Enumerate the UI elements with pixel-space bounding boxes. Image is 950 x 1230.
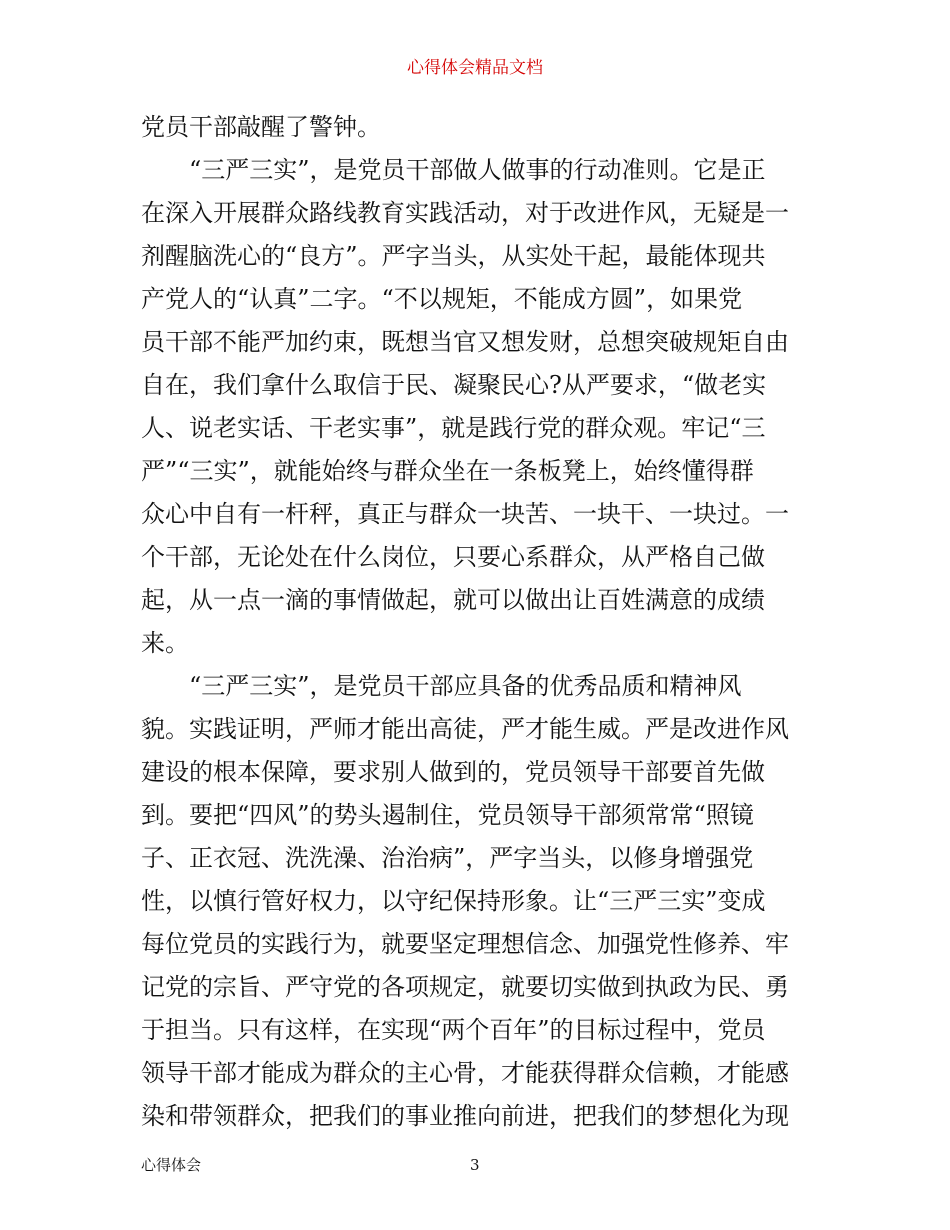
page-number: 3 <box>470 1156 480 1174</box>
body-line: 性，以慎行管好权力，以守纪保持形象。让“三严三实”变成 <box>141 887 766 915</box>
body-line: 在深入开展群众路线教育实践活动，对于改进作风，无疑是一 <box>141 199 789 227</box>
footer-label: 心得体会 <box>141 1156 202 1174</box>
body-line: 自在，我们拿什么取信于民、凝聚民心?从严要求，“做老实 <box>141 371 767 399</box>
body-line: 员干部不能严加约束，既想当官又想发财，总想突破规矩自由 <box>141 328 789 356</box>
body-line: 党员干部敲醒了警钟。 <box>141 113 381 141</box>
body-line: 领导干部才能成为群众的主心骨，才能获得群众信赖，才能感 <box>141 1059 789 1087</box>
body-line: 来。 <box>141 629 189 657</box>
body-line: “三严三实”，是党员干部应具备的优秀品质和精神风 <box>141 672 742 700</box>
body-line: 建设的根本保障，要求别人做到的，党员领导干部要首先做 <box>141 758 765 786</box>
body-line: 每位党员的实践行为，就要坚定理想信念、加强党性修养、牢 <box>141 930 789 958</box>
body-line: 子、正衣冠、洗洗澡、治治病”，严字当头，以修身增强党 <box>141 844 754 872</box>
body-line: 起，从一点一滴的事情做起，就可以做出让百姓满意的成绩 <box>141 586 765 614</box>
body-line: 众心中自有一杆秤，真正与群众一块苦、一块干、一块过。一 <box>141 500 789 528</box>
page-header-title: 心得体会精品文档 <box>407 58 543 78</box>
body-line: 严”“三实”，就能始终与群众坐在一条板凳上，始终懂得群 <box>141 457 754 485</box>
body-line: 剂醒脑洗心的“良方”。严字当头，从实处干起，最能体现共 <box>141 242 766 270</box>
body-line: 人、说老实话、干老实事”，就是践行党的群众观。牢记“三 <box>141 414 766 442</box>
body-line: “三严三实”，是党员干部做人做事的行动准则。它是正 <box>141 156 766 184</box>
body-line: 貌。实践证明，严师才能出高徒，严才能生威。严是改进作风 <box>141 715 789 743</box>
body-line: 到。要把“四风”的势头遏制住，党员领导干部须常常“照镜 <box>141 801 754 829</box>
body-line: 个干部，无论处在什么岗位，只要心系群众，从严格自己做 <box>141 543 765 571</box>
body-line: 于担当。只有这样，在实现“两个百年”的目标过程中，党员 <box>141 1016 766 1044</box>
body-line: 记党的宗旨、严守党的各项规定，就要切实做到执政为民、勇 <box>141 973 789 1001</box>
body-line: 染和带领群众，把我们的事业推向前进，把我们的梦想化为现 <box>141 1102 789 1130</box>
body-line: 产党人的“认真”二字。“不以规矩，不能成方圆”，如果党 <box>141 285 743 313</box>
